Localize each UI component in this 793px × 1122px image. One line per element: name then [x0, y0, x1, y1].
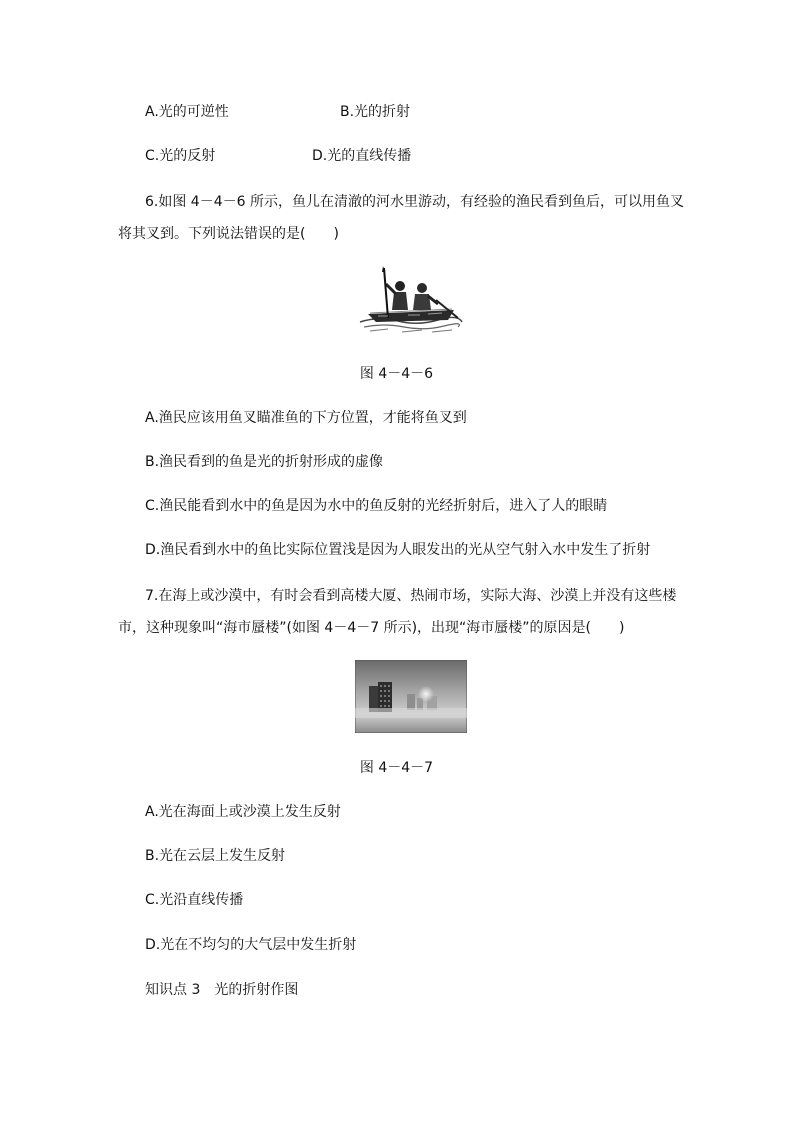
- mirage-figure: [355, 660, 467, 733]
- q7-option-c: C.光沿直线传播: [145, 892, 244, 908]
- fisherman-illustration: [358, 266, 464, 334]
- q5-option-d: D.光的直线传播: [312, 148, 412, 164]
- q7-option-b: B.光在云层上发生反射: [145, 848, 286, 864]
- q7-stem-line2: 市，这种现象叫“海市蜃楼”(如图 4－4－7 所示)，出现“海市蜃楼”的原因是( ): [118, 620, 625, 636]
- q6-stem-line1: 6.如图 4－4－6 所示，鱼儿在清澈的河水里游动，有经验的渔民看到鱼后，可以用鱼叉: [145, 194, 684, 210]
- q6-stem-line2: 将其叉到。下列说法错误的是( ): [118, 226, 339, 242]
- q6-option-c: C.渔民能看到水中的鱼是因为水中的鱼反射的光经折射后，进入了人的眼睛: [145, 498, 608, 514]
- q7-option-d: D.光在不均匀的大气层中发生折射: [145, 937, 357, 953]
- q7-stem-line1: 7.在海上或沙漠中，有时会看到高楼大厦、热闹市场，实际大海、沙漠上并没有这些楼: [145, 588, 677, 604]
- q5-option-a: A.光的可逆性: [145, 104, 229, 120]
- section-heading: 知识点 3 光的折射作图: [145, 982, 299, 998]
- mirage-photo: [355, 660, 467, 733]
- q6-figure-caption: 图 4－4－6: [359, 366, 434, 382]
- q6-option-a: A.渔民应该用鱼叉瞄准鱼的下方位置，才能将鱼叉到: [145, 410, 467, 426]
- q7-figure-caption: 图 4－4－7: [359, 760, 434, 776]
- q5-option-b: B.光的折射: [340, 104, 411, 120]
- q7-option-a: A.光在海面上或沙漠上发生反射: [145, 804, 341, 820]
- q6-option-b: B.渔民看到的鱼是光的折射形成的虚像: [145, 454, 384, 470]
- q5-option-c: C.光的反射: [145, 148, 216, 164]
- q6-option-d: D.渔民看到水中的鱼比实际位置浅是因为人眼发出的光从空气射入水中发生了折射: [145, 542, 651, 558]
- fisherman-figure: [358, 266, 464, 334]
